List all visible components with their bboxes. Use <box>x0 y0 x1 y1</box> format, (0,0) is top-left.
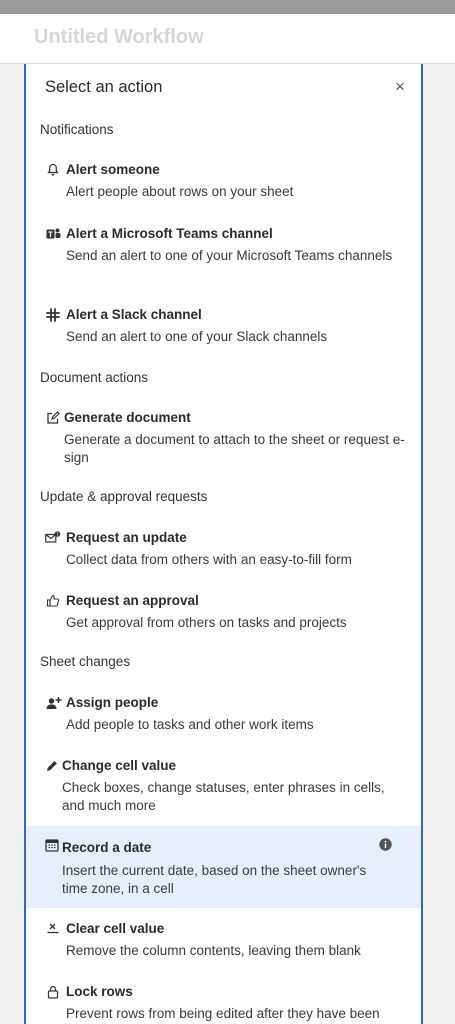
action-desc: Alert people about rows on your sheet <box>66 184 294 199</box>
action-desc: Add people to tasks and other work items <box>66 717 314 732</box>
workflow-title[interactable]: Untitled Workflow <box>34 26 204 48</box>
thumbs-up-icon <box>46 594 62 610</box>
action-desc: Get approval from others on tasks and projects <box>66 615 347 630</box>
action-change-cell-value[interactable] <box>26 756 421 820</box>
action-panel <box>24 64 423 1024</box>
action-label: Alert a Microsoft Teams channel <box>66 226 273 241</box>
action-request-update[interactable] <box>26 528 421 573</box>
top-chrome-bar <box>0 0 455 14</box>
action-label: Change cell value <box>62 758 177 773</box>
slack-icon <box>46 308 62 324</box>
close-icon[interactable]: × <box>395 77 405 96</box>
action-desc: Generate a document to attach to the sheet or request e-sign <box>64 432 405 465</box>
section-document-actions: Document actions <box>40 370 149 385</box>
action-clear-cell-value[interactable] <box>26 919 421 964</box>
lock-icon <box>46 985 62 1001</box>
action-label: Request an update <box>66 530 187 545</box>
person-add-icon <box>46 696 62 712</box>
action-generate-document[interactable] <box>26 408 421 470</box>
action-desc: Send an alert to one of your Slack channels <box>66 329 328 344</box>
action-request-approval[interactable] <box>26 591 421 636</box>
workflow-header <box>0 14 455 64</box>
action-label: Alert a Slack channel <box>66 307 202 322</box>
action-assign-people[interactable] <box>26 693 421 738</box>
section-sheet-changes: Sheet changes <box>40 654 131 669</box>
info-icon[interactable] <box>379 838 393 852</box>
calendar-icon <box>45 838 61 854</box>
action-label: Lock rows <box>66 984 133 999</box>
action-alert-teams[interactable] <box>26 224 421 289</box>
action-label: Record a date <box>62 840 152 855</box>
panel-title: Select an action <box>45 78 163 96</box>
action-lock-rows[interactable] <box>26 982 421 1024</box>
action-label: Alert someone <box>66 162 160 177</box>
svg-text:?: ? <box>56 532 59 538</box>
action-record-date[interactable] <box>26 826 421 908</box>
action-label: Generate document <box>64 410 191 425</box>
section-notifications: Notifications <box>40 122 114 137</box>
action-desc: Remove the column contents, leaving them blank <box>66 943 361 958</box>
action-label: Request an approval <box>66 593 199 608</box>
clear-icon <box>46 922 62 938</box>
edit-document-icon <box>46 411 62 427</box>
bell-icon <box>46 163 62 179</box>
action-alert-someone[interactable] <box>26 160 421 205</box>
teams-icon <box>46 227 62 243</box>
action-desc: Collect data from others with an easy-to-fill form <box>66 552 352 567</box>
action-desc: Insert the current date, based on the sheet owner's time zone, in a cell <box>62 863 367 896</box>
action-desc: Send an alert to one of your Microsoft Teams channels <box>66 248 393 263</box>
action-desc: Prevent rows from being edited after they have been <box>66 1006 380 1021</box>
action-label: Assign people <box>66 695 159 710</box>
action-alert-slack[interactable] <box>26 305 421 350</box>
section-update-approval: Update & approval requests <box>40 489 208 504</box>
pencil-icon <box>45 759 61 775</box>
mail-question-icon <box>45 531 61 547</box>
action-label: Clear cell value <box>66 921 165 936</box>
action-desc: Check boxes, change statuses, enter phrases in cells, and much more <box>62 780 385 813</box>
